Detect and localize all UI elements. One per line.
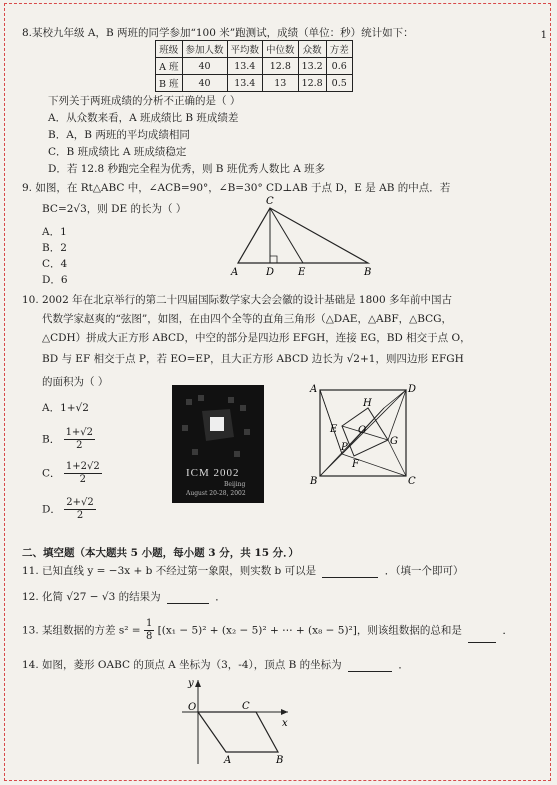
q11-line	[22, 563, 464, 578]
label-h: H	[363, 398, 372, 409]
q13-line	[22, 618, 513, 643]
q8-prompt: 下列关于两班成绩的分析不正确的是（ ）	[48, 95, 241, 107]
q14-rhombus-figure	[178, 676, 298, 766]
q9-option-a: A．1	[42, 226, 67, 238]
fraction-numerator: 2+√2	[66, 497, 94, 508]
table-header-cell: 众数	[298, 41, 326, 58]
label-c: C	[408, 476, 416, 487]
table-row	[156, 75, 353, 92]
q13-text-a: 13. 某组数据的方差 s² =	[22, 624, 141, 637]
q8-option-c: C．B 班成绩比 A 班成绩稳定	[48, 146, 187, 158]
q13-answer-blank[interactable]	[468, 642, 496, 643]
label-b: B	[364, 267, 372, 278]
q8-score-table	[155, 40, 353, 92]
fraction-denominator: 2	[76, 510, 84, 521]
table-header-cell: 班级	[156, 41, 183, 58]
q10-line1: 10. 2002 年在北京举行的第二十四届国际数学家大会会徽的设计基础是 1800 多年前中国古	[22, 294, 452, 306]
q9-triangle-figure	[228, 193, 378, 278]
poster-title: ICM 2002	[186, 467, 240, 479]
table-cell: 13.4	[227, 75, 263, 92]
table-header-cell: 方差	[326, 41, 352, 58]
q10-option-b	[42, 427, 95, 452]
q11-text: 11. 已知直线 y = −3x + b 不经过第一象限，则实数 b 可以是	[22, 565, 317, 577]
fraction-denominator: 2	[76, 440, 83, 451]
q10-line3: △CDH）拼成大正方形 ABCD，中空的部分是四边形 EFGH，连接 EG，BD 相交于点 O，	[42, 332, 471, 344]
q13-tail: ．	[502, 624, 514, 637]
table-header-row	[156, 41, 353, 58]
option-letter: B．	[42, 433, 61, 446]
label-b: B	[276, 755, 284, 766]
table-header-cell: 参加人数	[182, 41, 227, 58]
label-o: O	[358, 425, 367, 436]
label-e: E	[298, 267, 306, 278]
label-a: A	[224, 755, 232, 766]
q9-option-d: D．6	[42, 274, 68, 286]
table-cell: B 班	[156, 75, 183, 92]
poster-city: Beijing	[224, 481, 246, 488]
poster-graphic	[172, 385, 264, 503]
fraction	[64, 461, 102, 486]
q10-line4: BD 与 EF 相交于点 P，若 EO=EP，且大正方形 ABCD 边长为 √2+1，则四边形 EFGH	[42, 353, 464, 365]
option-letter: C．	[42, 467, 61, 480]
q13-text-b: [(x₁ − 5)² + (x₂ − 5)² + ⋯ + (x₈ − 5)²]，则该组数据的总和是	[157, 624, 462, 637]
page-number: 1	[540, 30, 547, 41]
table-cell: 13	[263, 75, 299, 92]
label-f: F	[352, 459, 359, 470]
label-a: A	[310, 384, 318, 395]
q10-string-figure	[308, 380, 418, 490]
label-p: P	[341, 442, 348, 453]
q8-option-b: B．A，B 两班的平均成绩相同	[48, 129, 190, 141]
q10-option-c	[42, 461, 102, 486]
fraction-denominator: 2	[79, 474, 86, 485]
label-y: y	[188, 678, 194, 689]
table-cell: A 班	[156, 58, 183, 75]
table-cell: 13.2	[298, 58, 326, 75]
label-x: x	[282, 718, 288, 729]
q10-line2: 代数学家赵爽的“弦图”，如图，在由四个全等的直角三角形（△DAE，△ABF，△BCG，	[42, 313, 453, 325]
q10-option-d	[42, 497, 96, 522]
q10-option-a: A．1+√2	[42, 402, 89, 414]
q12-text: 12. 化简 √27 − √3 的结果为	[22, 591, 161, 603]
icm-2002-poster-image	[172, 385, 264, 503]
table-row	[156, 58, 353, 75]
table-cell: 12.8	[263, 58, 299, 75]
fraction-denominator: 8	[145, 631, 153, 642]
q14-text: 14. 如图，菱形 OABC 的顶点 A 坐标为（3，-4），顶点 B 的坐标为	[22, 659, 342, 671]
label-d: D	[266, 267, 275, 278]
q8-stem: 8.某校九年级 A，B 两班的同学参加“100 米”跑测试，成绩（单位：秒）统计如下：	[22, 27, 414, 39]
label-o: O	[188, 702, 197, 713]
q14-tail: ．	[398, 659, 409, 671]
label-c: C	[242, 701, 250, 712]
q12-answer-blank[interactable]	[167, 603, 209, 604]
fraction-numerator: 1+2√2	[65, 461, 100, 472]
q9-line2: BC=2√3，则 DE 的长为（ ）	[42, 203, 187, 215]
q8-option-d: D．若 12.8 秒跑完全程为优秀，则 B 班优秀人数比 A 班多	[48, 163, 326, 175]
option-letter: D．	[42, 503, 61, 516]
table-cell: 13.4	[227, 58, 263, 75]
label-g: G	[390, 436, 398, 447]
fraction	[64, 497, 95, 522]
q11-tail: ．（填一个即可）	[384, 565, 464, 577]
q9-option-c: C．4	[42, 258, 68, 270]
label-b: B	[310, 476, 318, 487]
q14-line	[22, 657, 409, 672]
table-cell: 40	[182, 58, 227, 75]
table-cell: 12.8	[298, 75, 326, 92]
q9-line1: 9. 如图，在 Rt△ABC 中，∠ACB=90°，∠B=30° CD⊥AB 于点 D，E 是 AB 的中点．若	[22, 182, 451, 194]
fraction-numerator: 1+√2	[65, 427, 94, 438]
fraction	[144, 618, 154, 643]
q10-line5: 的面积为（ ）	[42, 376, 109, 388]
fraction-numerator: 1	[145, 618, 153, 629]
section-2-heading: 二、填空题（本大题共 5 小题，每小题 3 分，共 15 分．）	[22, 547, 299, 559]
q14-answer-blank[interactable]	[348, 671, 392, 672]
table-cell: 0.5	[326, 75, 352, 92]
label-d: D	[408, 384, 417, 395]
table-cell: 40	[182, 75, 227, 92]
q9-option-b: B．2	[42, 242, 67, 254]
label-e: E	[330, 424, 338, 435]
poster-date: August 20-28, 2002	[186, 490, 246, 497]
q12-tail: ．	[215, 591, 226, 603]
label-a: A	[231, 267, 239, 278]
q11-answer-blank[interactable]	[322, 577, 378, 578]
fraction	[64, 427, 95, 452]
table-header-cell: 平均数	[227, 41, 263, 58]
q12-line	[22, 589, 226, 604]
table-header-cell: 中位数	[263, 41, 299, 58]
q8-option-a: A．从众数来看，A 班成绩比 B 班成绩差	[48, 112, 239, 124]
table-cell: 0.6	[326, 58, 352, 75]
label-c: C	[266, 196, 274, 207]
